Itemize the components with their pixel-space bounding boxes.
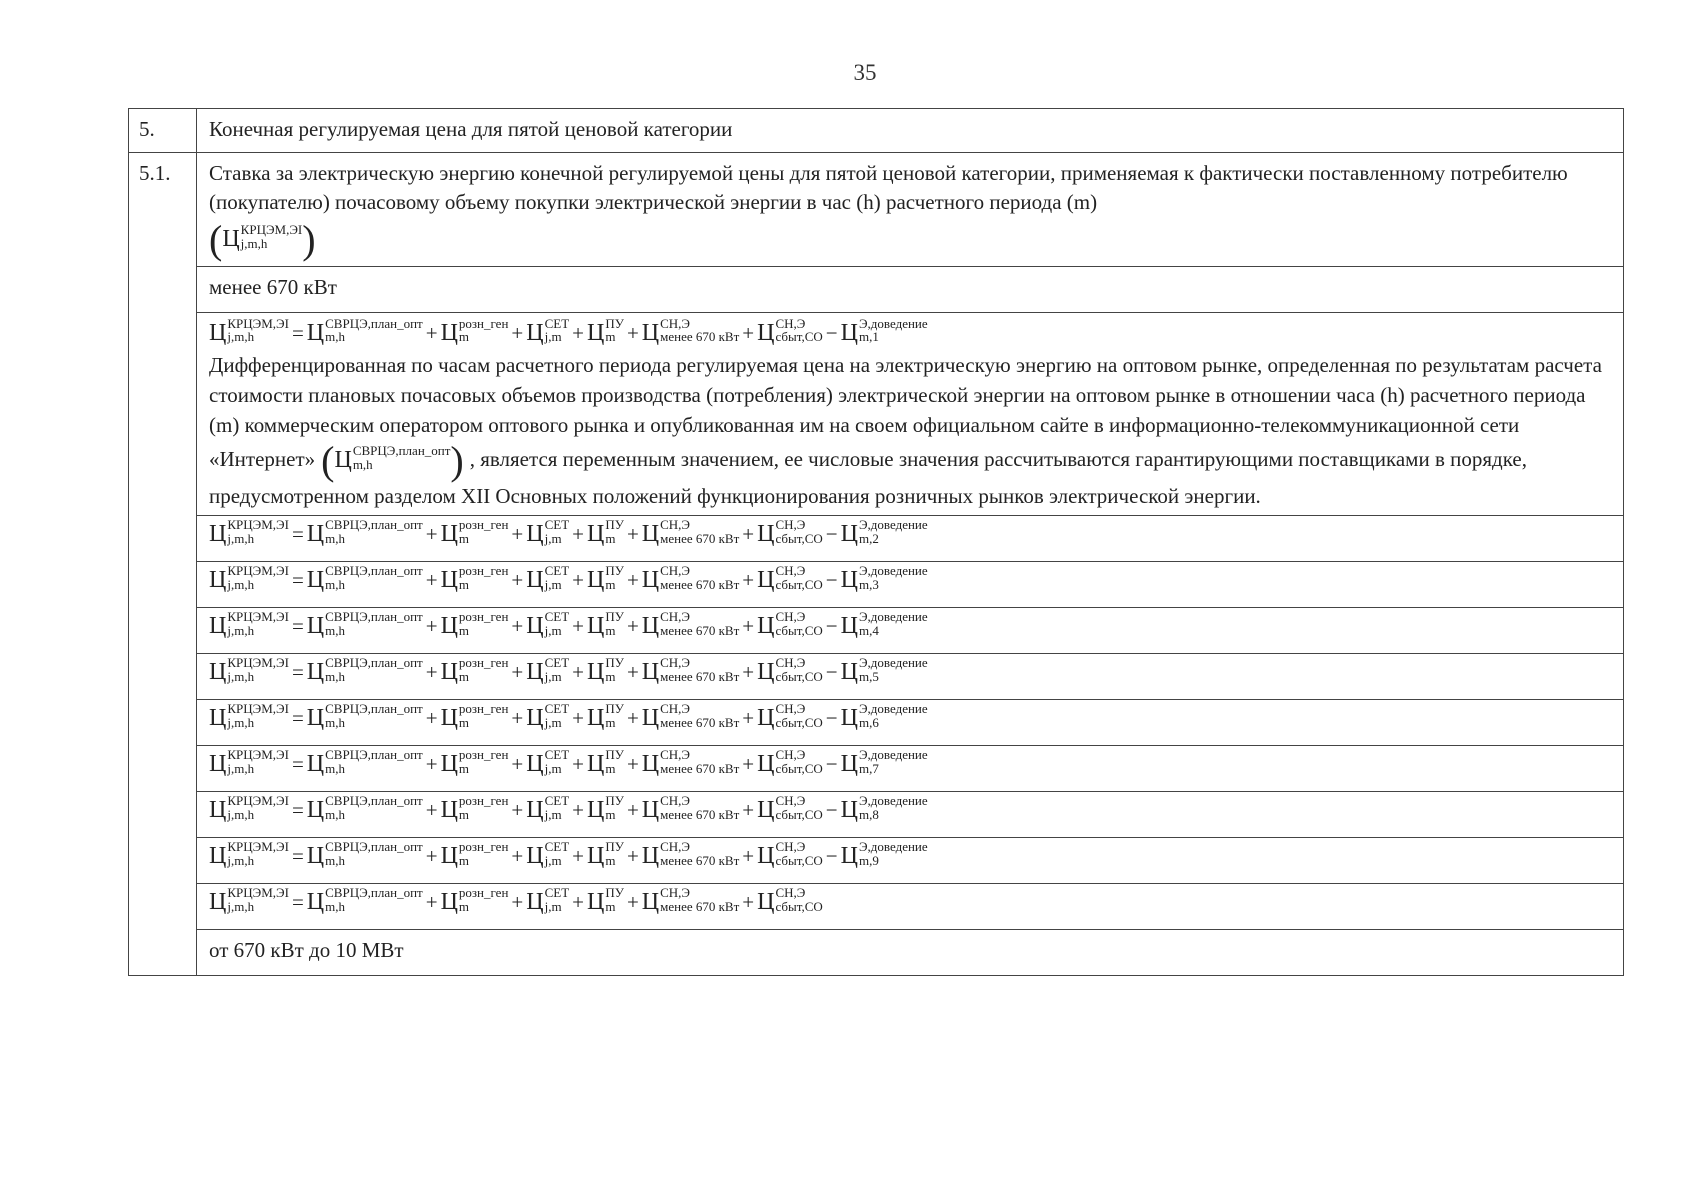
- table-row-formula-first: [129, 312, 1624, 516]
- formula-cell: [197, 746, 1624, 792]
- formula-cell: [197, 654, 1624, 700]
- symbol-term-3: Ц СЕТ j,m: [526, 655, 570, 686]
- symbol-term-7: Ц Э,доведение m,8: [840, 793, 928, 824]
- symbol-term-1: Ц СВРЦЭ,план_опт m,h: [306, 563, 423, 594]
- symbol-term-7: Ц Э,доведение m,7: [840, 747, 928, 778]
- symbol-term-5: Ц СН,Э менее 670 кВт: [641, 701, 740, 732]
- symbol-term-3: Ц СЕТ j,m: [526, 701, 570, 732]
- symbol-term-1: Ц СВРЦЭ,план_опт m,h: [306, 747, 423, 778]
- symbol-term-4: Ц ПУ m: [587, 885, 624, 916]
- tariff-table: [128, 108, 1624, 976]
- symbol-term-6: Ц СН,Э сбыт,СО: [757, 609, 823, 640]
- symbol-term-4: Ц ПУ m: [587, 839, 624, 870]
- symbol-term-7: Ц Э,доведение m,5: [840, 655, 928, 686]
- row-number: 5.: [129, 109, 197, 153]
- symbol-term-5: Ц СН,Э менее 670 кВт: [641, 609, 740, 640]
- table-row-formula: [129, 516, 1624, 562]
- symbol-term-3: Ц СЕТ j,m: [526, 563, 570, 594]
- formula: Ц КРЦЭМ,ЭI j,m,h = Ц СВРЦЭ,план_опт m,h + Ц розн_ген m + Ц СЕТ j,m + Ц ПУ m + Ц СН,Э менее 670 кВт + Ц СН,Э сбыт,СО − Ц Э,доведение m,5: [209, 655, 928, 686]
- symbol-lhs: Ц КРЦЭМ,ЭI j,m,h: [209, 885, 289, 916]
- row-description: [197, 153, 1624, 267]
- formula-cell: [197, 792, 1624, 838]
- symbol-lhs: Ц КРЦЭМ,ЭI j,m,h: [209, 315, 289, 346]
- table-row-formula: [129, 562, 1624, 608]
- symbol-term-6: Ц СН,Э сбыт,СО: [757, 885, 823, 916]
- formula: Ц КРЦЭМ,ЭI j,m,h = Ц СВРЦЭ,план_опт m,h + Ц розн_ген m + Ц СЕТ j,m + Ц ПУ m + Ц СН,Э менее 670 кВт + Ц СН,Э сбыт,СО − Ц Э,доведение m,8: [209, 793, 928, 824]
- symbol-term-3: Ц СЕТ j,m: [526, 747, 570, 778]
- table-row-formula: [129, 608, 1624, 654]
- symbol-lhs: Ц КРЦЭМ,ЭI j,m,h: [209, 793, 289, 824]
- symbol-term-7: Ц Э,доведение m,1: [840, 315, 928, 346]
- table-row-subheading: [129, 266, 1624, 312]
- formula: Ц КРЦЭМ,ЭI j,m,h = Ц СВРЦЭ,план_опт m,h + Ц розн_ген m + Ц СЕТ j,m + Ц ПУ m + Ц СН,Э менее 670 кВт + Ц СН,Э сбыт,СО − Ц Э,доведение m,7: [209, 747, 928, 778]
- table-row-formula: [129, 838, 1624, 884]
- description-text: Дифференцированная по часам расчетного периода регулируемая цена на электрическую энергию на оптовом рынке, определенная по результатам расчета стоимости плановых почасовых объемов производства (потребления) электрической энергии на оптовом рынке в отношении часа (h) расчетного периода (m) коммерческим оператором оптового рынка и опубликованная им на своем официальном сайте в информационно-телекоммуникационной сети «Интернет» ( Ц СВРЦЭ,план_опт m,h ) , является переменным значением, ее числовые значения рассчитываются гарантирующими поставщиками в порядке, предусмотренном разделом XII Основных положений функционирования розничных рынков электрической энергии.: [209, 352, 1602, 508]
- symbol-term-7: Ц Э,доведение m,4: [840, 609, 928, 640]
- symbol-term-1: Ц СВРЦЭ,план_опт m,h: [306, 315, 423, 346]
- table-row-formula: [129, 884, 1624, 930]
- symbol-term-4: Ц ПУ m: [587, 517, 624, 548]
- symbol-term-2: Ц розн_ген m: [440, 747, 509, 778]
- symbol-term-7: Ц Э,доведение m,3: [840, 563, 928, 594]
- paren-right: ): [302, 216, 316, 262]
- symbol-term-7: Ц Э,доведение m,6: [840, 701, 928, 732]
- formula: Ц КРЦЭМ,ЭI j,m,h = Ц СВРЦЭ,план_опт m,h + Ц розн_ген m + Ц СЕТ j,m + Ц ПУ m + Ц СН,Э менее 670 кВт + Ц СН,Э сбыт,СО − Ц Э,доведение m,6: [209, 701, 928, 732]
- symbol-term-1: Ц СВРЦЭ,план_опт m,h: [306, 517, 423, 548]
- symbol-term-2: Ц розн_ген m: [440, 563, 509, 594]
- formula-cell: [197, 700, 1624, 746]
- symbol-term-3: Ц СЕТ j,m: [526, 517, 570, 548]
- symbol-term-4: Ц ПУ m: [587, 747, 624, 778]
- formula-with-description: [197, 312, 1624, 516]
- symbol-term-5: Ц СН,Э менее 670 кВт: [641, 747, 740, 778]
- symbol-term-2: Ц розн_ген m: [440, 609, 509, 640]
- table-row-formula: [129, 700, 1624, 746]
- symbol-term-7: Ц Э,доведение m,2: [840, 517, 928, 548]
- formula-cell: [197, 516, 1624, 562]
- symbol-term-6: Ц СН,Э сбыт,СО: [757, 655, 823, 686]
- symbol-lhs: Ц КРЦЭМ,ЭI j,m,h: [209, 517, 289, 548]
- symbol-term-1: Ц СВРЦЭ,план_опт m,h: [306, 885, 423, 916]
- symbol-lhs: Ц КРЦЭМ,ЭI j,m,h: [209, 655, 289, 686]
- symbol-term-6: Ц СН,Э сбыт,СО: [757, 563, 823, 594]
- symbol-term-2: Ц розн_ген m: [440, 885, 509, 916]
- table-row-formula: [129, 792, 1624, 838]
- symbol-term-3: Ц СЕТ j,m: [526, 793, 570, 824]
- symbol-term-3: Ц СЕТ j,m: [526, 315, 570, 346]
- symbol-term-6: Ц СН,Э сбыт,СО: [757, 793, 823, 824]
- symbol-term-4: Ц ПУ m: [587, 701, 624, 732]
- symbol-term-1: Ц СВРЦЭ,план_опт m,h: [306, 609, 423, 640]
- table-row-5: [129, 109, 1624, 153]
- symbol-lhs: Ц КРЦЭМ,ЭI j,m,h: [209, 747, 289, 778]
- symbol-term-1: Ц СВРЦЭ,план_опт m,h: [306, 839, 423, 870]
- symbol-term-2: Ц розн_ген m: [440, 655, 509, 686]
- symbol-term-3: Ц СЕТ j,m: [526, 885, 570, 916]
- table-row-5-1: [129, 153, 1624, 267]
- subheading-670-10: от 670 кВт до 10 МВт: [197, 930, 1624, 976]
- formula: Ц КРЦЭМ,ЭI j,m,h = Ц СВРЦЭ,план_опт m,h + Ц розн_ген m + Ц СЕТ j,m + Ц ПУ m + Ц СН,Э менее 670 кВт + Ц СН,Э сбыт,СО: [209, 885, 823, 916]
- formula-cell: [197, 838, 1624, 884]
- symbol-lhs: Ц КРЦЭМ,ЭI j,m,h: [209, 701, 289, 732]
- symbol-term-1: Ц СВРЦЭ,план_опт m,h: [306, 655, 423, 686]
- symbol-term-5: Ц СН,Э менее 670 кВт: [641, 885, 740, 916]
- symbol-term-2: Ц розн_ген m: [440, 839, 509, 870]
- row-number: 5.1.: [129, 153, 197, 976]
- symbol-term-5: Ц СН,Э менее 670 кВт: [641, 315, 740, 346]
- inline-symbol: ( Ц СВРЦЭ,план_опт m,h ): [321, 437, 464, 483]
- symbol-term-2: Ц розн_ген m: [440, 315, 509, 346]
- symbol-lhs: Ц КРЦЭМ,ЭI j,m,h: [209, 839, 289, 870]
- table-row-subheading: [129, 930, 1624, 976]
- symbol-term-6: Ц СН,Э сбыт,СО: [757, 839, 823, 870]
- symbol-term-5: Ц СН,Э менее 670 кВт: [641, 563, 740, 594]
- symbol-price: Ц КРЦЭМ,ЭI j,m,h: [222, 222, 303, 252]
- formula: Ц КРЦЭМ,ЭI j,m,h = Ц СВРЦЭ,план_опт m,h + Ц розн_ген m + Ц СЕТ j,m + Ц ПУ m + Ц СН,Э менее 670 кВт + Ц СН,Э сбыт,СО − Ц Э,доведение m,4: [209, 609, 928, 640]
- symbol-lhs: Ц КРЦЭМ,ЭI j,m,h: [209, 609, 289, 640]
- symbol-term-2: Ц розн_ген m: [440, 701, 509, 732]
- table-row-formula: [129, 746, 1624, 792]
- row-title: Конечная регулируемая цена для пятой ценовой категории: [197, 109, 1624, 153]
- symbol-term-1: Ц СВРЦЭ,план_опт m,h: [306, 793, 423, 824]
- page-number: 35: [853, 60, 877, 85]
- symbol-term-2: Ц розн_ген m: [440, 517, 509, 548]
- symbol-term-1: Ц СВРЦЭ,план_опт m,h: [306, 701, 423, 732]
- symbol-term-3: Ц СЕТ j,m: [526, 839, 570, 870]
- symbol-term-4: Ц ПУ m: [587, 655, 624, 686]
- symbol-term-2: Ц розн_ген m: [440, 793, 509, 824]
- formula: Ц КРЦЭМ,ЭI j,m,h = Ц СВРЦЭ,план_опт m,h + Ц розн_ген m + Ц СЕТ j,m + Ц ПУ m + Ц СН,Э менее 670 кВт + Ц СН,Э сбыт,СО − Ц Э,доведение m,1: [209, 315, 928, 346]
- symbol-term-5: Ц СН,Э менее 670 кВт: [641, 517, 740, 548]
- symbol-term-6: Ц СН,Э сбыт,СО: [757, 315, 823, 346]
- symbol-term-5: Ц СН,Э менее 670 кВт: [641, 839, 740, 870]
- symbol-term-4: Ц ПУ m: [587, 563, 624, 594]
- row-description-text: Ставка за электрическую энергию конечной регулируемой цены для пятой ценовой категории, применяемая к фактически поставленному потребителю (покупателю) почасовому объему покупки электрической энергии в час (h) расчетного периода (m): [209, 161, 1568, 215]
- symbol-term-5: Ц СН,Э менее 670 кВт: [641, 655, 740, 686]
- symbol-term-6: Ц СН,Э сбыт,СО: [757, 701, 823, 732]
- symbol-term-6: Ц СН,Э сбыт,СО: [757, 747, 823, 778]
- subheading-less-670: менее 670 кВт: [197, 266, 1624, 312]
- paren-left: (: [209, 216, 223, 262]
- symbol-term-5: Ц СН,Э менее 670 кВт: [641, 793, 740, 824]
- table-row-formula: [129, 654, 1624, 700]
- symbol-term-7: Ц Э,доведение m,9: [840, 839, 928, 870]
- symbol-term-4: Ц ПУ m: [587, 609, 624, 640]
- symbol-term-4: Ц ПУ m: [587, 793, 624, 824]
- symbol-term-3: Ц СЕТ j,m: [526, 609, 570, 640]
- formula-cell: [197, 884, 1624, 930]
- row-symbol: [209, 216, 1611, 262]
- formula: Ц КРЦЭМ,ЭI j,m,h = Ц СВРЦЭ,план_опт m,h + Ц розн_ген m + Ц СЕТ j,m + Ц ПУ m + Ц СН,Э менее 670 кВт + Ц СН,Э сбыт,СО − Ц Э,доведение m,2: [209, 517, 928, 548]
- symbol-term-4: Ц ПУ m: [587, 315, 624, 346]
- formula: Ц КРЦЭМ,ЭI j,m,h = Ц СВРЦЭ,план_опт m,h + Ц розн_ген m + Ц СЕТ j,m + Ц ПУ m + Ц СН,Э менее 670 кВт + Ц СН,Э сбыт,СО − Ц Э,доведение m,3: [209, 563, 928, 594]
- symbol-lhs: Ц КРЦЭМ,ЭI j,m,h: [209, 563, 289, 594]
- formula-cell: [197, 562, 1624, 608]
- symbol-term-6: Ц СН,Э сбыт,СО: [757, 517, 823, 548]
- formula-cell: [197, 608, 1624, 654]
- formula: Ц КРЦЭМ,ЭI j,m,h = Ц СВРЦЭ,план_опт m,h + Ц розн_ген m + Ц СЕТ j,m + Ц ПУ m + Ц СН,Э менее 670 кВт + Ц СН,Э сбыт,СО − Ц Э,доведение m,9: [209, 839, 928, 870]
